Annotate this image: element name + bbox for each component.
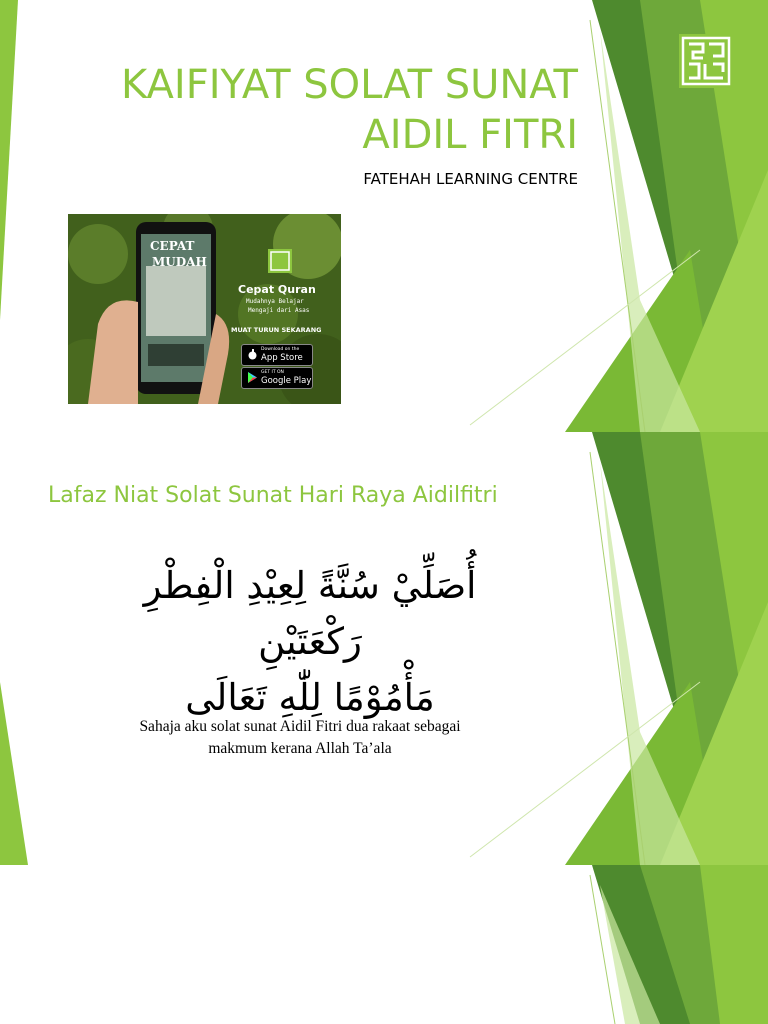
slide-3 [0, 865, 768, 1024]
slide-2-title: Lafaz Niat Solat Sunat Hari Raya Aidilfitri [48, 483, 498, 508]
translation-line-1: Sahaja aku solat sunat Aidil Fitri dua rakaat sebagai [139, 718, 461, 735]
promo-phone-text-mudah: MUDAH [152, 255, 207, 269]
google-play-small-text: GET IT ON [261, 370, 284, 375]
slide-1-subtitle: FATEHAH LEARNING CENTRE [363, 170, 578, 188]
apple-icon [247, 349, 258, 360]
arabic-line-2: مَأْمُوْمًا لِلّٰهِ تَعَالَى [185, 676, 435, 719]
app-store-badge [241, 344, 313, 366]
promo-phone-text-cepat: CEPAT [150, 239, 195, 253]
kufic-logo-icon [679, 34, 733, 88]
promo-tagline-2: Mengaji dari Asas [248, 307, 310, 314]
google-play-icon [247, 372, 258, 383]
google-play-badge [241, 367, 313, 389]
slide-1-title: KAIFIYAT SOLAT SUNAT AIDIL FITRI [121, 62, 578, 158]
app-store-small-text: Download on the [261, 347, 300, 352]
google-play-big-text: Google Play [261, 376, 312, 386]
slide-1 [0, 0, 768, 432]
arabic-niat-text [100, 558, 520, 726]
arabic-line-1: أُصَلِّيْ سُنَّةً لِعِيْدِ الْفِطْرِ رَكْعَتَيْنِ [143, 564, 477, 663]
slide-3-decoration [0, 865, 768, 1024]
cepat-quran-promo-image [68, 214, 341, 404]
promo-download-cta: MUAT TURUN SEKARANG [231, 326, 322, 334]
app-store-big-text: App Store [261, 353, 303, 363]
promo-tagline-1: Mudahnya Belajar [246, 298, 304, 305]
promo-brand-name: Cepat Quran [238, 283, 316, 296]
niat-translation [80, 716, 520, 760]
translation-line-2: makmum kerana Allah Ta’ala [208, 740, 392, 757]
slide-2 [0, 432, 768, 865]
